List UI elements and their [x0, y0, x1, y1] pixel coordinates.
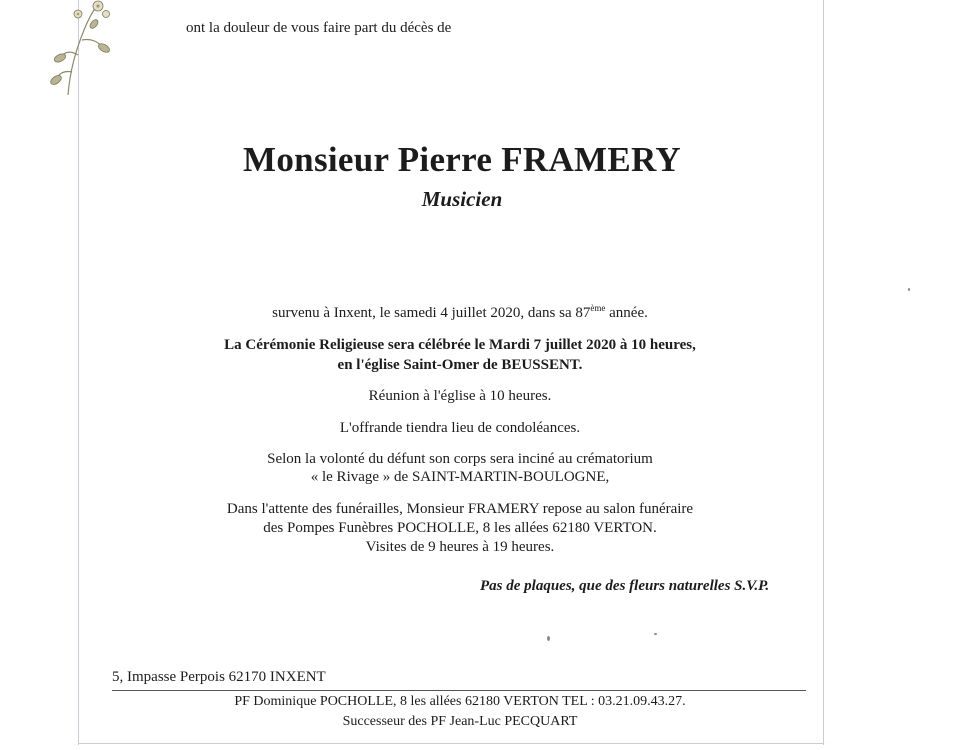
- cremation-line-2: « le Rivage » de SAINT-MARTIN-BOULOGNE,: [310, 469, 610, 485]
- intro-text: ont la douleur de vous faire part du décès de: [186, 20, 452, 36]
- ceremony-line-1: La Cérémonie Religieuse sera célébrée le Mardi 7 juillet 2020 à 10 heures,: [224, 337, 696, 353]
- visitation-line-1: Dans l'attente des funérailles, Monsieur FRAMERY repose au salon funéraire: [226, 501, 694, 517]
- successor-line: Successeur des PF Jean-Luc PECQUART: [342, 714, 578, 729]
- frame-bottom-border: [78, 743, 824, 744]
- ceremony-line-2: en l'église Saint-Omer de BEUSSENT.: [337, 357, 583, 373]
- death-announcement: [150, 305, 770, 322]
- death-text-before: survenu à Inxent, le samedi 4 juillet 2020, dans sa 87: [272, 305, 591, 321]
- print-speck: [908, 288, 910, 291]
- floral-sprig-icon: [48, 0, 118, 95]
- offering-text: L'offrande tiendra lieu de condoléances.: [339, 420, 581, 436]
- deceased-occupation: Musicien: [421, 187, 503, 211]
- cremation-line-1: Selon la volonté du défunt son corps sera inciné au crématorium: [267, 451, 653, 467]
- death-text-after: année.: [605, 305, 648, 321]
- ordinal-superscript: ème: [590, 303, 606, 313]
- deceased-name: Monsieur Pierre FRAMERY: [243, 140, 681, 179]
- family-address: 5, Impasse Perpois 62170 INXENT: [112, 669, 326, 685]
- frame-left-border: [78, 0, 79, 745]
- print-speck: [547, 636, 550, 641]
- visitation-line-2: des Pompes Funèbres POCHOLLE, 8 les allées 62180 VERTON.: [263, 520, 657, 536]
- print-speck: [654, 633, 657, 635]
- meeting-text: Réunion à l'église à 10 heures.: [368, 388, 552, 404]
- footer-divider: [112, 690, 806, 691]
- closing-request: Pas de plaques, que des fleurs naturelles S.V.P.: [480, 578, 770, 594]
- visitation-line-3: Visites de 9 heures à 19 heures.: [365, 539, 555, 555]
- funeral-home-line: PF Dominique POCHOLLE, 8 les allées 62180 VERTON TEL : 03.21.09.43.27.: [234, 694, 686, 709]
- frame-right-border: [823, 0, 824, 745]
